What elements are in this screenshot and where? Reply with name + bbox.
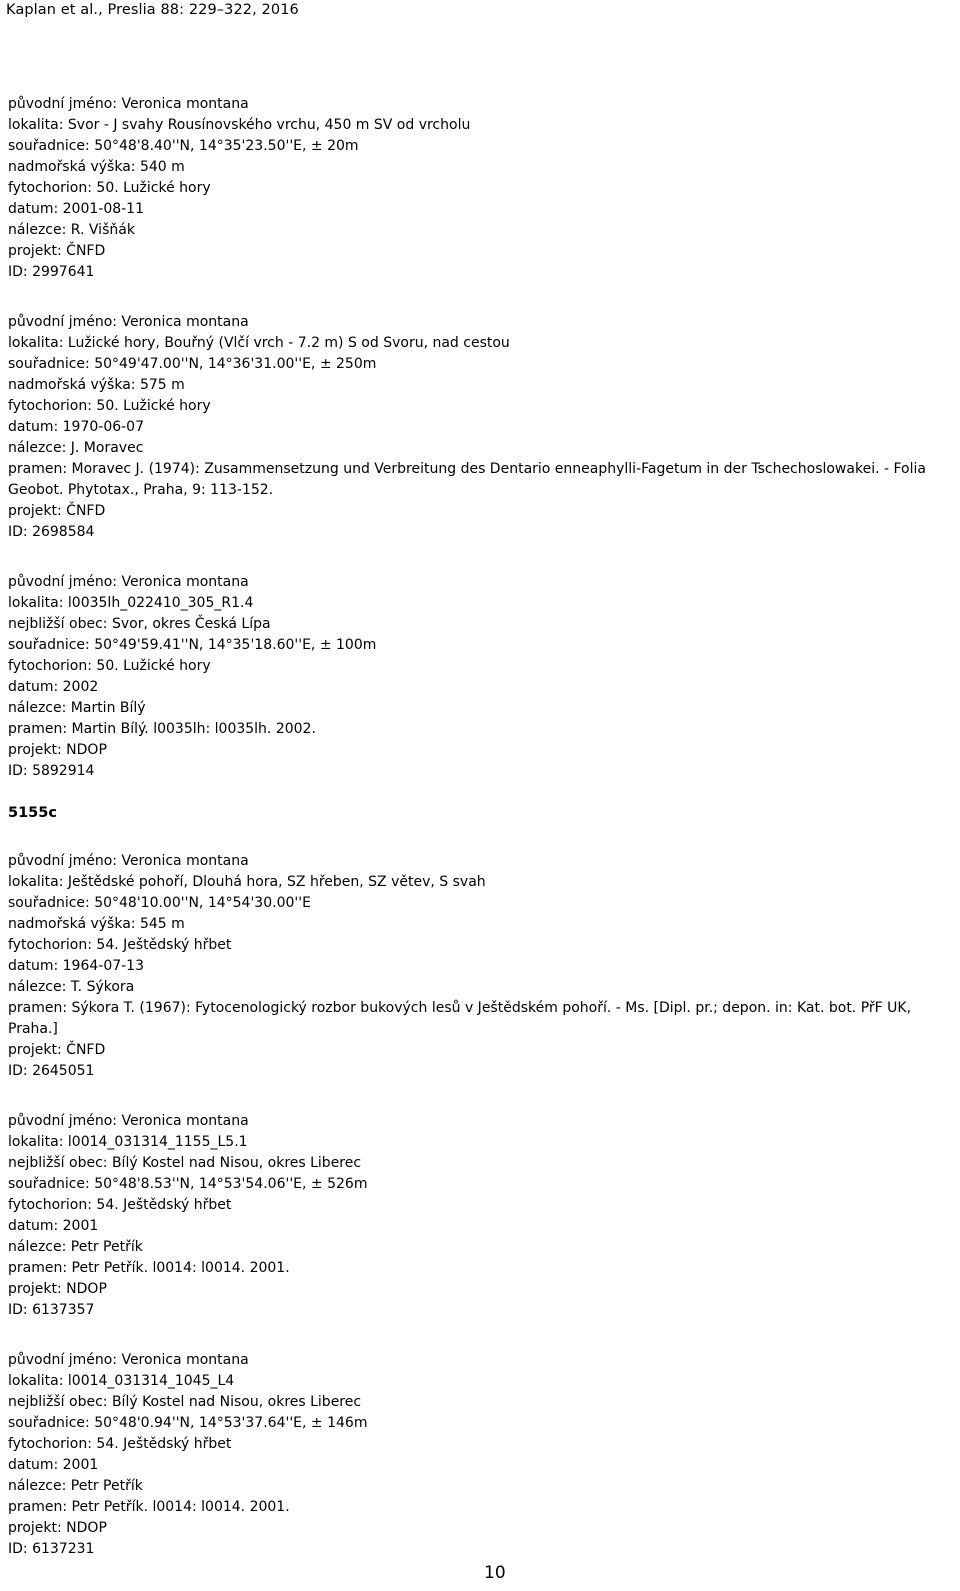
record-line: nadmořská výška: 575 m bbox=[8, 377, 185, 393]
record-line: lokalita: l0035lh_022410_305_R1.4 bbox=[8, 595, 254, 611]
record-line: ID: 2645051 bbox=[8, 1063, 95, 1079]
record-line: pramen: Moravec J. (1974): Zusammensetzung und Verbreitung des Dentario enneaphylli-Fagetum in der Tschechoslowakei. - Folia Geobot. Phytotax., Praha, 9: 113-152. bbox=[8, 461, 926, 498]
record-line: lokalita: l0014_031314_1045_L4 bbox=[8, 1373, 235, 1389]
record-line: projekt: ČNFD bbox=[8, 243, 106, 259]
record-block bbox=[8, 312, 953, 543]
record-line: projekt: ČNFD bbox=[8, 1042, 106, 1058]
page-number: 10 bbox=[484, 1563, 506, 1583]
record-line: nejbližší obec: Svor, okres Česká Lípa bbox=[8, 616, 271, 632]
record-line: pramen: Sýkora T. (1967): Fytocenologický rozbor bukových lesů v Ještědském pohoří. - Ms. [Dipl. pr.; depon. in: Kat. bot. PřF UK, Praha.] bbox=[8, 1000, 912, 1037]
record-line: datum: 2002 bbox=[8, 679, 99, 695]
record-block bbox=[8, 1111, 953, 1321]
record-line: projekt: NDOP bbox=[8, 742, 107, 758]
record-line: nejbližší obec: Bílý Kostel nad Nisou, okres Liberec bbox=[8, 1394, 362, 1410]
record-line: původní jméno: Veronica montana bbox=[8, 96, 249, 112]
section-title: 5155c bbox=[8, 805, 57, 821]
record-line: nálezce: Petr Petřík bbox=[8, 1478, 143, 1494]
record-block bbox=[8, 94, 953, 283]
record-line: fytochorion: 50. Lužické hory bbox=[8, 658, 211, 674]
record-line: nálezce: J. Moravec bbox=[8, 440, 144, 456]
record-line: fytochorion: 50. Lužické hory bbox=[8, 180, 211, 196]
record-line: lokalita: l0014_031314_1155_L5.1 bbox=[8, 1134, 248, 1150]
record-line: datum: 2001 bbox=[8, 1457, 99, 1473]
record-line: souřadnice: 50°48'8.40''N, 14°35'23.50''E, ± 20m bbox=[8, 138, 359, 154]
record-line: datum: 2001-08-11 bbox=[8, 201, 144, 217]
running-header: Kaplan et al., Preslia 88: 229–322, 2016 bbox=[6, 2, 299, 18]
record-block bbox=[8, 572, 953, 782]
record-line: lokalita: Svor - J svahy Rousínovského vrchu, 450 m SV od vrcholu bbox=[8, 117, 471, 133]
record-line: projekt: NDOP bbox=[8, 1520, 107, 1536]
record-line: původní jméno: Veronica montana bbox=[8, 574, 249, 590]
record-line: fytochorion: 54. Ještědský hřbet bbox=[8, 1436, 232, 1452]
record-line: nadmořská výška: 545 m bbox=[8, 916, 185, 932]
record-line: nálezce: Martin Bílý bbox=[8, 700, 146, 716]
record-block bbox=[8, 851, 953, 1082]
record-line: ID: 6137231 bbox=[8, 1541, 95, 1557]
record-line: lokalita: Ještědské pohoří, Dlouhá hora, SZ hřeben, SZ větev, S svah bbox=[8, 874, 486, 890]
record-line: nálezce: T. Sýkora bbox=[8, 979, 135, 995]
record-line: souřadnice: 50°48'10.00''N, 14°54'30.00''E bbox=[8, 895, 311, 911]
record-line: datum: 1970-06-07 bbox=[8, 419, 144, 435]
record-line: souřadnice: 50°49'47.00''N, 14°36'31.00''E, ± 250m bbox=[8, 356, 377, 372]
record-line: ID: 2698584 bbox=[8, 524, 95, 540]
record-line: souřadnice: 50°49'59.41''N, 14°35'18.60''E, ± 100m bbox=[8, 637, 377, 653]
record-line: původní jméno: Veronica montana bbox=[8, 1113, 249, 1129]
record-line: fytochorion: 54. Ještědský hřbet bbox=[8, 937, 232, 953]
record-line: ID: 2997641 bbox=[8, 264, 95, 280]
record-line: pramen: Petr Petřík. l0014: l0014. 2001. bbox=[8, 1499, 290, 1515]
record-line: nálezce: R. Višňák bbox=[8, 222, 135, 238]
record-line: pramen: Martin Bílý. l0035lh: l0035lh. 2002. bbox=[8, 721, 316, 737]
record-line: nadmořská výška: 540 m bbox=[8, 159, 185, 175]
record-list bbox=[8, 94, 953, 1589]
record-line: ID: 6137357 bbox=[8, 1302, 95, 1318]
record-line: ID: 5892914 bbox=[8, 763, 95, 779]
record-line: původní jméno: Veronica montana bbox=[8, 1352, 249, 1368]
record-line: lokalita: Lužické hory, Bouřný (Vlčí vrch - 7.2 m) S od Svoru, nad cestou bbox=[8, 335, 510, 351]
record-line: souřadnice: 50°48'0.94''N, 14°53'37.64''E, ± 146m bbox=[8, 1415, 368, 1431]
record-line: původní jméno: Veronica montana bbox=[8, 853, 249, 869]
record-line: pramen: Petr Petřík. l0014: l0014. 2001. bbox=[8, 1260, 290, 1276]
record-line: souřadnice: 50°48'8.53''N, 14°53'54.06''E, ± 526m bbox=[8, 1176, 368, 1192]
record-line: datum: 1964-07-13 bbox=[8, 958, 144, 974]
record-line: projekt: NDOP bbox=[8, 1281, 107, 1297]
record-group-5155b bbox=[8, 94, 953, 782]
record-line: nejbližší obec: Bílý Kostel nad Nisou, okres Liberec bbox=[8, 1155, 362, 1171]
record-line: nálezce: Petr Petřík bbox=[8, 1239, 143, 1255]
record-block bbox=[8, 1350, 953, 1560]
record-group-5155c bbox=[8, 851, 953, 1560]
record-line: fytochorion: 54. Ještědský hřbet bbox=[8, 1197, 232, 1213]
record-line: datum: 2001 bbox=[8, 1218, 99, 1234]
record-line: fytochorion: 50. Lužické hory bbox=[8, 398, 211, 414]
record-line: původní jméno: Veronica montana bbox=[8, 314, 249, 330]
record-line: projekt: ČNFD bbox=[8, 503, 106, 519]
